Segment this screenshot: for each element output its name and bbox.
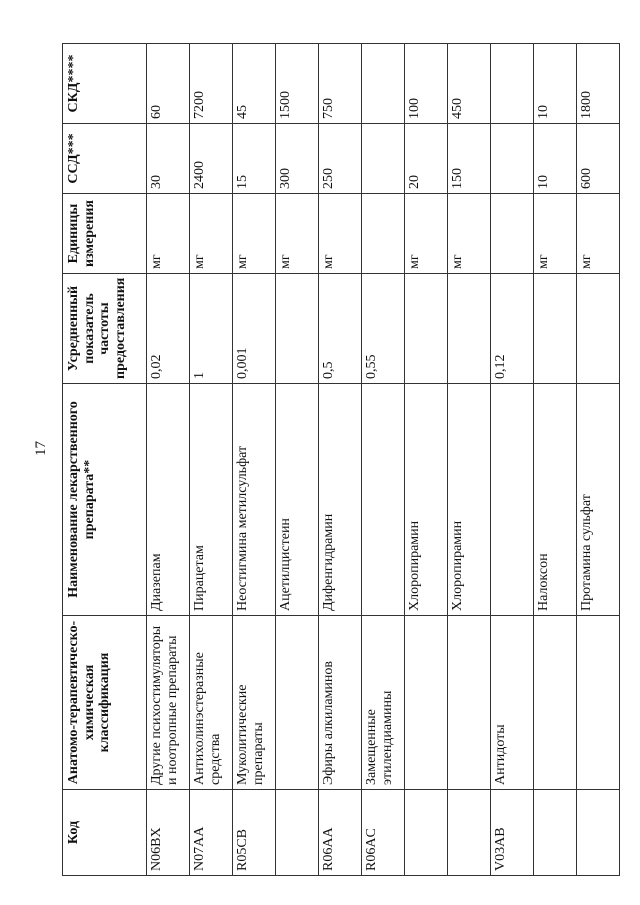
- cell-code: [577, 790, 620, 876]
- cell-atc: Замещенные этилендиамины: [362, 616, 405, 790]
- cell-drug: Ацетилцистеин: [276, 384, 319, 616]
- cell-drug: Пирацетам: [190, 384, 233, 616]
- cell-code: [276, 790, 319, 876]
- cell-skd: [362, 44, 405, 124]
- cell-atc: [577, 616, 620, 790]
- cell-skd: 100: [405, 44, 448, 124]
- cell-drug: Хлоропирамин: [448, 384, 491, 616]
- cell-drug: Дифенгидрамин: [319, 384, 362, 616]
- cell-code: R05CB: [233, 790, 276, 876]
- cell-skd: 450: [448, 44, 491, 124]
- table-row: [276, 44, 319, 876]
- table-row: [190, 44, 233, 876]
- cell-frequency: 0,02: [147, 274, 190, 384]
- cell-frequency: 0,12: [491, 274, 534, 384]
- cell-frequency: [534, 274, 577, 384]
- cell-unit: мг: [534, 194, 577, 274]
- cell-code: N07AA: [190, 790, 233, 876]
- cell-unit: мг: [405, 194, 448, 274]
- cell-unit: мг: [276, 194, 319, 274]
- header-frequency: Усредненный показатель частоты предоставления: [63, 274, 147, 384]
- cell-ssd: 250: [319, 124, 362, 194]
- cell-skd: 45: [233, 44, 276, 124]
- drug-table: [62, 43, 620, 876]
- cell-skd: 1500: [276, 44, 319, 124]
- cell-unit: мг: [233, 194, 276, 274]
- header-unit: Единицы измерения: [63, 194, 147, 274]
- table-header-row: [63, 44, 147, 876]
- cell-atc: [276, 616, 319, 790]
- cell-atc: Эфиры алкиламинов: [319, 616, 362, 790]
- rotated-table-container: [62, 44, 594, 876]
- cell-skd: 750: [319, 44, 362, 124]
- cell-frequency: 0,5: [319, 274, 362, 384]
- cell-frequency: 0,001: [233, 274, 276, 384]
- cell-code: V03AB: [491, 790, 534, 876]
- page-number: 17: [33, 441, 49, 456]
- cell-skd: 10: [534, 44, 577, 124]
- cell-frequency: [577, 274, 620, 384]
- cell-unit: мг: [319, 194, 362, 274]
- cell-drug: Неостигмина метилсульфат: [233, 384, 276, 616]
- table-row: [147, 44, 190, 876]
- cell-ssd: [491, 124, 534, 194]
- cell-ssd: 300: [276, 124, 319, 194]
- cell-skd: 7200: [190, 44, 233, 124]
- cell-atc: Антидоты: [491, 616, 534, 790]
- cell-atc: Муколитические препараты: [233, 616, 276, 790]
- cell-code: R06AC: [362, 790, 405, 876]
- cell-ssd: 600: [577, 124, 620, 194]
- cell-code: R06AA: [319, 790, 362, 876]
- cell-drug: Налоксон: [534, 384, 577, 616]
- cell-code: [405, 790, 448, 876]
- cell-ssd: 30: [147, 124, 190, 194]
- cell-frequency: 1: [190, 274, 233, 384]
- header-skd: СКД****: [63, 44, 147, 124]
- cell-ssd: 150: [448, 124, 491, 194]
- cell-code: [534, 790, 577, 876]
- cell-frequency: [448, 274, 491, 384]
- header-atc: Анатомо-терапевтическо-химическая классификация: [63, 616, 147, 790]
- cell-drug: [362, 384, 405, 616]
- cell-skd: [491, 44, 534, 124]
- table-row: [577, 44, 620, 876]
- cell-code: N06BX: [147, 790, 190, 876]
- header-drug: Наименование лекарственного препарата**: [63, 384, 147, 616]
- cell-ssd: 10: [534, 124, 577, 194]
- cell-ssd: 2400: [190, 124, 233, 194]
- table-row: [491, 44, 534, 876]
- cell-ssd: 15: [233, 124, 276, 194]
- cell-atc: [534, 616, 577, 790]
- cell-unit: мг: [448, 194, 491, 274]
- cell-unit: мг: [577, 194, 620, 274]
- cell-skd: 60: [147, 44, 190, 124]
- table-row: [534, 44, 577, 876]
- cell-frequency: [276, 274, 319, 384]
- table-row: [319, 44, 362, 876]
- table-row: [362, 44, 405, 876]
- header-ssd: ССД***: [63, 124, 147, 194]
- cell-unit: мг: [147, 194, 190, 274]
- header-code: Код: [63, 790, 147, 876]
- cell-skd: 1800: [577, 44, 620, 124]
- cell-unit: мг: [190, 194, 233, 274]
- table-row: [233, 44, 276, 876]
- cell-drug: [491, 384, 534, 616]
- cell-unit: [362, 194, 405, 274]
- cell-drug: Протамина сульфат: [577, 384, 620, 616]
- cell-ssd: 20: [405, 124, 448, 194]
- cell-drug: Диазепам: [147, 384, 190, 616]
- cell-atc: [448, 616, 491, 790]
- cell-atc: Другие психостимуляторы и ноотропные препараты: [147, 616, 190, 790]
- table-frame: [62, 44, 594, 876]
- cell-atc: Антихолинэстеразные средства: [190, 616, 233, 790]
- cell-frequency: 0,55: [362, 274, 405, 384]
- cell-drug: Хлоропирамин: [405, 384, 448, 616]
- table-row: [448, 44, 491, 876]
- cell-ssd: [362, 124, 405, 194]
- table-row: [405, 44, 448, 876]
- cell-frequency: [405, 274, 448, 384]
- cell-unit: [491, 194, 534, 274]
- cell-code: [448, 790, 491, 876]
- cell-atc: [405, 616, 448, 790]
